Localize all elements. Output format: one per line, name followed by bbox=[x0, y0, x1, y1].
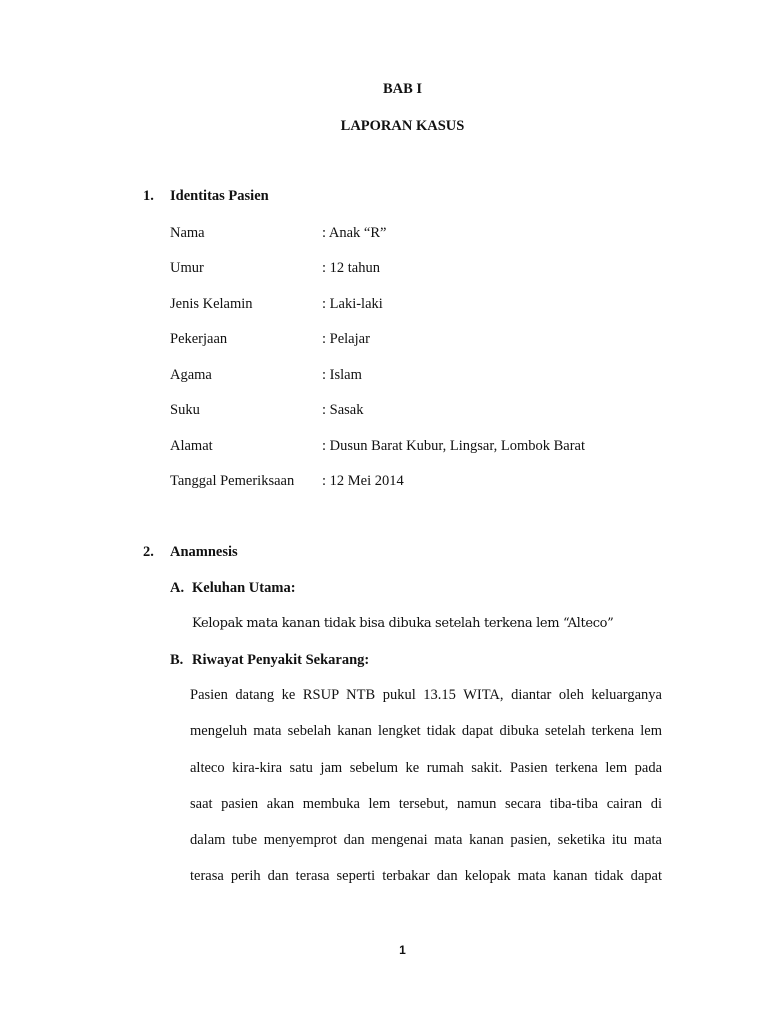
field-label-agama: Agama bbox=[170, 367, 212, 383]
history-line-4: saat pasien akan membuka lem tersebut, namun secara tiba-tiba cairan di bbox=[190, 796, 662, 812]
subsection-b-letter: B. bbox=[170, 652, 184, 668]
field-label-alamat: Alamat bbox=[170, 438, 213, 454]
chapter-heading: BAB I bbox=[382, 81, 423, 97]
subsection-a-letter: A. bbox=[170, 580, 185, 596]
field-label-jenis-kelamin: Jenis Kelamin bbox=[170, 296, 253, 312]
chief-complaint-text: Kelopak mata kanan tidak bisa dibuka setelah terkena lem “Alteco” bbox=[192, 616, 614, 631]
field-value-agama: : Islam bbox=[322, 367, 362, 383]
field-value-nama: : Anak “R” bbox=[322, 225, 387, 241]
history-line-5: dalam tube menyemprot dan mengenai mata kanan pasien, seketika itu mata bbox=[190, 832, 662, 848]
field-value-suku: : Sasak bbox=[322, 402, 364, 418]
history-line-2: mengeluh mata sebelah kanan lengket tidak dapat dibuka setelah terkena lem bbox=[190, 723, 662, 739]
field-label-umur: Umur bbox=[170, 260, 204, 276]
section-2-number: 2. bbox=[143, 544, 154, 560]
subsection-a-title: Keluhan Utama: bbox=[192, 580, 296, 596]
field-label-nama: Nama bbox=[170, 225, 205, 241]
section-2-title: Anamnesis bbox=[170, 544, 238, 560]
section-1-title: Identitas Pasien bbox=[170, 188, 269, 204]
field-value-umur: : 12 tahun bbox=[322, 260, 380, 276]
history-line-3: alteco kira-kira satu jam sebelum ke rumah sakit. Pasien terkena lem pada bbox=[190, 760, 662, 776]
field-label-pekerjaan: Pekerjaan bbox=[170, 331, 228, 347]
subsection-b-title: Riwayat Penyakit Sekarang: bbox=[192, 652, 370, 668]
history-line-1: Pasien datang ke RSUP NTB pukul 13.15 WITA, diantar oleh keluarganya bbox=[190, 687, 662, 703]
page-number: 1 bbox=[399, 943, 406, 957]
document-title: LAPORAN KASUS bbox=[340, 118, 465, 134]
field-value-alamat: : Dusun Barat Kubur, Lingsar, Lombok Barat bbox=[322, 438, 586, 454]
history-line-6: terasa perih dan terasa seperti terbakar dan kelopak mata kanan tidak dapat bbox=[190, 868, 662, 884]
field-label-suku: Suku bbox=[170, 402, 200, 418]
field-value-jenis-kelamin: : Laki-laki bbox=[322, 296, 383, 312]
section-1-number: 1. bbox=[143, 188, 154, 204]
field-label-tanggal-pemeriksaan: Tanggal Pemeriksaan bbox=[170, 473, 295, 489]
field-value-tanggal-pemeriksaan: : 12 Mei 2014 bbox=[322, 473, 404, 489]
field-value-pekerjaan: : Pelajar bbox=[322, 331, 370, 347]
